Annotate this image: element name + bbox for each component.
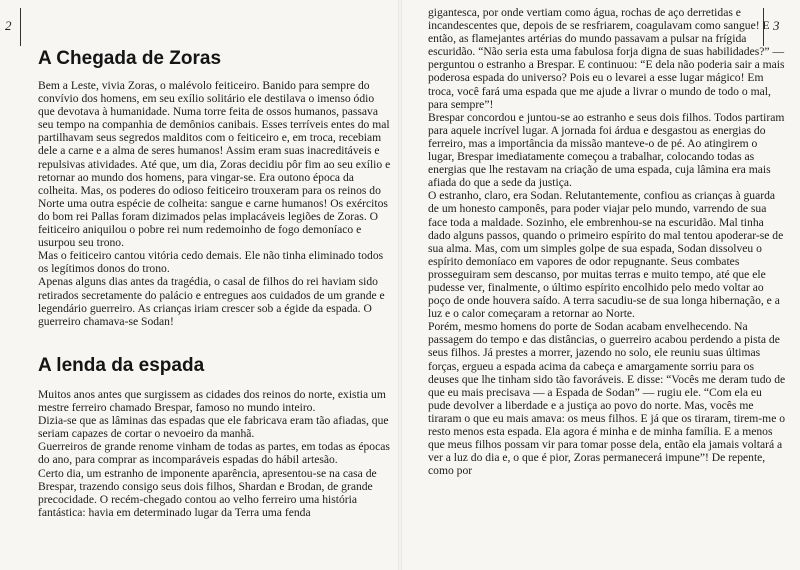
paragraph: Certo dia, um estranho de imponente aparência, apresentou-se na casa de Brespar, trazendo consigo seus dois filhos, Shardan e Brodan, de grande precocidade. O recém-chegado contou ao velho ferreiro uma história fantástica: havia em determinado lugar da Terra uma fenda	[38, 466, 377, 519]
page-number: 2	[5, 18, 12, 33]
margin-rule	[20, 8, 21, 46]
section-body	[38, 388, 393, 519]
section-body	[38, 79, 393, 328]
paragraph: Muitos anos antes que surgissem as cidades dos reinos do norte, existia um mestre ferreiro chamado Brespar, famoso no mundo inteiro.	[38, 388, 386, 415]
show-through-text	[336, 37, 398, 77]
right-page	[400, 0, 800, 570]
chapter-heading: A Chegada de Zoras	[38, 48, 222, 69]
paragraph: Bem a Leste, vivia Zoras, o malévolo feiticeiro. Banido para sempre do convívio dos homens, em seu exílio solitário ele destilava o imenso ódio que devotava à humanidade. Numa torre feita de ossos humanos, passava seu tempo na companhia de demônios canibais. Esses terríveis entes do mal partilhavam seus segredos malditos com o feiticeiro e, em troca, recebiam dele a carne e a alma de seres humanos! Assim eram suas inacreditáveis e repulsivas atividades. Até que, um dia, Zoras decidiu pôr fim ao seu exílio e retornar ao mundo dos homens, para vingar-se. Era outono época da colheita. Mas, os poderes do odioso feiticeiro trouxeram para os reinos do Norte uma outra espécie de colheita: sangue e carne humanos! Os exércitos do bom rei Pallas foram dizimados pelas implacáveis legiões de Zoras. O feiticeiro aniquilou o pobre rei num redemoinho de fogo demoníaco e usurpou seu trono.	[38, 79, 391, 250]
paragraph: O estranho, claro, era Sodan. Relutantemente, confiou as crianças à guarda de um honesto camponês, para poder viajar pelo mundo, varrendo de sua face toda a maldade. Sozinho, ele embrenhou-se na escuridão. Mal tinha dado alguns passos, quando o primeiro espírito do mal tentou apoderar-se de sua alma. Mas, com um simples golpe de sua espada, Sodan dissolveu o espírito demoníaco em vapores de odor repugnante. Seus combates prosseguiram sem descanso, por muitas terras e muito tempo, até que ele pudesse ver, finalmente, o último espírito encolhido pelo medo voltar ao poço de onde houvera saído. A terra sacudiu-se de sua longa hibernação, e a luz e o calor começaram a retornar ao Norte.	[428, 189, 784, 321]
paragraph: Brespar concordou e juntou-se ao estranho e seus dois filhos. Todos partiram para aquele incrível lugar. A jornada foi árdua e desgastou as energias do ferreiro, mas a importância da missão manteve-o de pé. Ao atingirem o lugar, Brespar imediatamente começou a trabalhar, colocando todas as energias que lhe restavam na criação de uma espada, cuja lâmina era mais afiada do que a sede da justiça.	[428, 110, 785, 190]
paragraph: Mas o feiticeiro cantou vitória cedo demais. Ele não tinha eliminado todos os legítimos donos do trono.	[38, 249, 384, 276]
section-heading: A lenda da espada	[38, 355, 205, 376]
paragraph: Porém, mesmo homens do porte de Sodan acabam envelhecendo. Na passagem do tempo e das distâncias, o guerreiro acabou perdendo a pista de seus filhos. Já prestes a morrer, jazendo no solo, ele reuniu suas últimas forças, ergueu a espada acima da cabeça e amargamente sorriu para os deuses que lhe tinham sido tão favoráveis. E disse: “Vocês me deram tudo de que eu mais precisava — a Espada de Sodan” — rugiu ele. “Com ela eu pude devolver a liberdade e a justiça ao povo do norte. Mas, vocês me tiraram o que eu mais amava: os meus filhos. E já que os tiraram, tirem-me o resto menos esta espada. Ela agora é minha e de minha família. E a menos que meus filhos possam vir para tomar posse dela, então ela jamais voltará a ver a luz do dia e, o que é pior, Zoras permanecerá impune”! De repente, como por	[428, 320, 786, 478]
page-number: 3	[773, 18, 780, 33]
paragraph: Guerreiros de grande renome vinham de todas as partes, em todas as épocas do ano, para comprar as incomparáveis espadas do hábil artesão.	[38, 440, 390, 467]
paragraph: gigantesca, por onde vertiam como água, rochas de aço derretidas e incandescentes que, depois de se resfriarem, coagulavam como sangue! E então, as flamejantes artérias do mundo passavam a pulsar na frígida escuridão. “Não seria esta uma fabulosa forja digna de suas habilidades?” — perguntou o estranho a Brespar. E continuou: “E dela não poderia sair a mais poderosa espada do universo? Pois eu o levarei a esse lugar mágico! Em troca, você fará uma espada que me ajude a livrar o mundo de todo o mal, para sempre”!	[428, 6, 785, 111]
paragraph: Apenas alguns dias antes da tragédia, o casal de filhos do rei haviam sido retirados secretamente do palácio e entregues aos cuidados de um grande e legendário guerreiro. As crianças iriam crescer sob a égide da espada. O guerreiro chamava-se Sodan!	[38, 275, 385, 328]
paragraph: Dizia-se que as lâminas das espadas que ele fabricava eram tão afiadas, que seriam capazes de cortar o nevoeiro da manhã.	[38, 414, 389, 441]
section-body	[428, 6, 786, 477]
